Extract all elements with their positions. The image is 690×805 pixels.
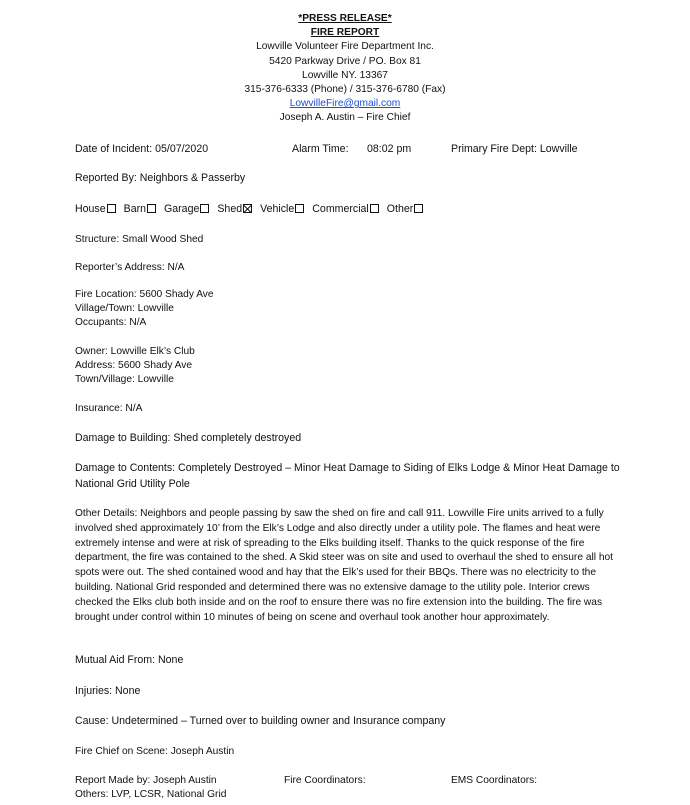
fire-report-subtitle: FIRE REPORT xyxy=(310,27,380,39)
unchecked-box-icon[interactable] xyxy=(200,204,209,213)
fire-coordinators: Fire Coordinators: xyxy=(284,775,366,786)
reporter-address: Reporter’s Address: N/A xyxy=(75,262,185,273)
other-details: Other Details: Neighbors and people passing by saw the shed on fire and call 911. Lowville Fire units arrived to a fully involved shed approximately 10’ from the Elk’s Lodge and also directly under a utility pole. The flames and heat were extremely intense and were at risk of spreading to the Elks building itself. Thanks to the quick response of the fire department, the fire was contained to the shed. A Skid steer was on site and used to overhaul the shed to ensure all hot spots were out. The shed contained wood and hay that the Elk’s used for their BBQs. There was no electricity to the building. National Grid responded and determined there was no extensive damage to the utility pole. Interior crews checked the Elks club both inside and on the roof to ensure there was no fire extension into the building. The fire was brought under control within 10 minutes of being on scene and overhaul took another hour approximately. xyxy=(75,508,614,623)
type-option-garage xyxy=(164,203,209,215)
type-label-house: House xyxy=(75,203,106,215)
org-address-line2: Lowville NY. 13367 xyxy=(302,69,388,81)
type-option-commercial xyxy=(312,203,379,215)
unchecked-box-icon[interactable] xyxy=(295,204,304,213)
type-option-other xyxy=(387,203,424,215)
injuries: Injuries: None xyxy=(75,685,141,697)
report-header xyxy=(0,12,690,126)
ems-coordinators: EMS Coordinators: xyxy=(451,775,538,786)
unchecked-box-icon[interactable] xyxy=(107,204,116,213)
email-link[interactable]: LowvilleFire@gmail.com xyxy=(289,98,401,110)
alarm-time-value: 08:02 pm xyxy=(367,143,412,155)
type-option-barn xyxy=(124,203,156,215)
press-release-title: *PRESS RELEASE* xyxy=(298,13,392,24)
owner: Owner: Lowville Elk’s Club xyxy=(75,346,195,357)
type-label-shed: Shed xyxy=(217,203,243,215)
incident-date: Date of Incident: 05/07/2020 xyxy=(75,143,209,155)
type-label-other: Other xyxy=(386,203,414,215)
mutual-aid: Mutual Aid From: None xyxy=(75,654,184,666)
alarm-time-label: Alarm Time: xyxy=(292,143,349,155)
fire-location: Fire Location: 5600 Shady Ave xyxy=(75,289,214,300)
occupants: Occupants: N/A xyxy=(75,317,147,328)
village-town: Village/Town: Lowville xyxy=(75,303,174,314)
org-name: Lowville Volunteer Fire Department Inc. xyxy=(256,41,434,53)
others: Others: LVP, LCSR, National Grid xyxy=(75,789,227,800)
type-label-barn: Barn xyxy=(123,203,147,215)
type-option-house xyxy=(75,203,116,215)
structure: Structure: Small Wood Shed xyxy=(75,234,204,245)
type-label-commercial: Commercial xyxy=(312,203,369,215)
structure-type-checkboxes xyxy=(75,203,431,216)
unchecked-box-icon[interactable] xyxy=(414,204,423,213)
type-option-vehicle xyxy=(260,203,304,215)
unchecked-box-icon[interactable] xyxy=(147,204,156,213)
fire-chief-on-scene: Fire Chief on Scene: Joseph Austin xyxy=(75,746,235,757)
unchecked-box-icon[interactable] xyxy=(370,204,379,213)
insurance: Insurance: N/A xyxy=(75,403,143,414)
owner-address: Address: 5600 Shady Ave xyxy=(75,360,193,371)
primary-fire-dept: Primary Fire Dept: Lowville xyxy=(451,143,578,155)
type-label-vehicle: Vehicle xyxy=(260,203,295,215)
type-option-shed xyxy=(217,203,252,215)
damage-to-building: Damage to Building: Shed completely destroyed xyxy=(75,432,302,444)
cause: Cause: Undetermined – Turned over to building owner and Insurance company xyxy=(75,715,446,727)
org-phone: 315-376-6333 (Phone) / 315-376-6780 (Fax) xyxy=(244,84,446,96)
org-address-line1: 5420 Parkway Drive / PO. Box 81 xyxy=(269,55,421,67)
reported-by: Reported By: Neighbors & Passerby xyxy=(75,172,246,184)
checked-box-icon[interactable] xyxy=(243,204,252,213)
owner-town: Town/Village: Lowville xyxy=(75,374,174,385)
report-made-by: Report Made by: Joseph Austin xyxy=(75,775,217,786)
type-label-garage: Garage xyxy=(164,203,200,215)
fire-chief-line: Joseph A. Austin – Fire Chief xyxy=(279,112,411,124)
damage-to-contents: Damage to Contents: Completely Destroyed – Minor Heat Damage to Siding of Elks Lodge & Minor Heat Damage to National Grid Utility Pole xyxy=(75,462,620,490)
